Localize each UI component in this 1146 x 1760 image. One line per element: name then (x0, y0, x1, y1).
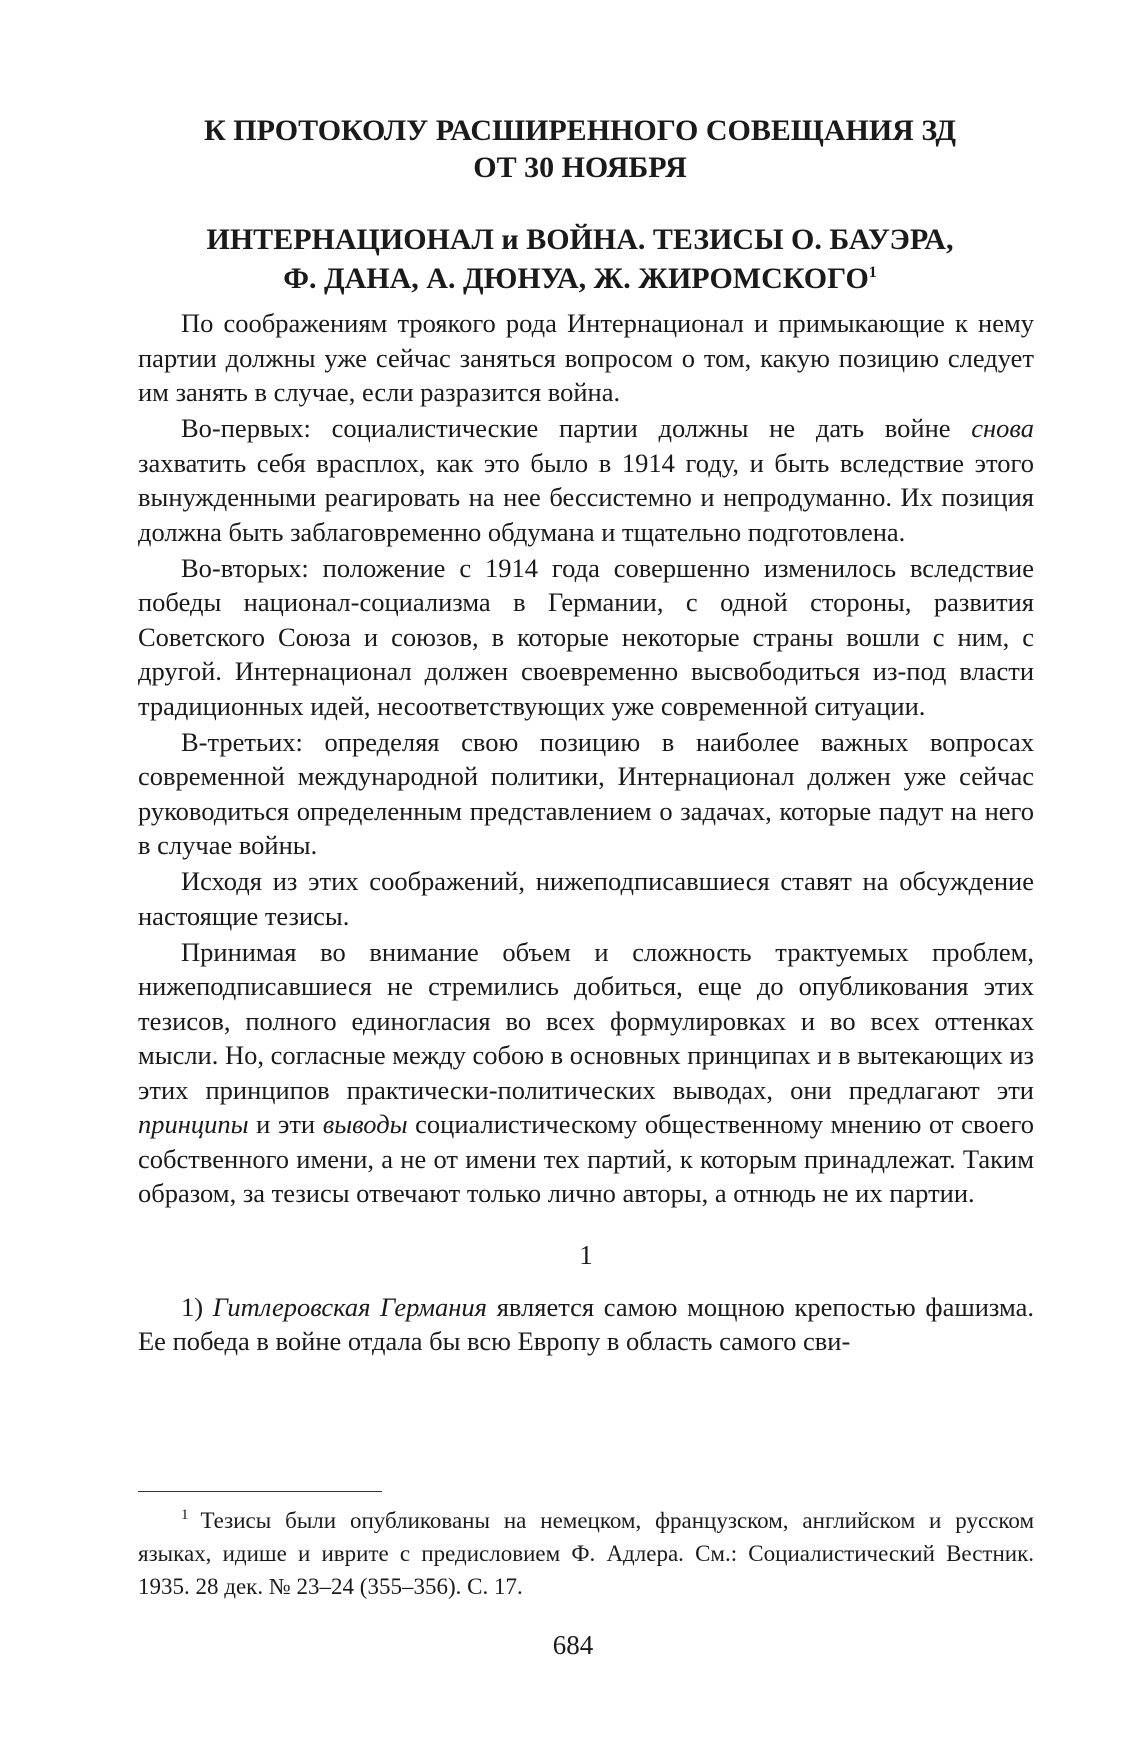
title-line-2: ОТ 30 НОЯБРЯ (473, 151, 687, 184)
footnote-divider (138, 1491, 382, 1492)
subtitle-part-b: и (501, 223, 519, 256)
paragraph-7 (138, 1290, 1034, 1359)
paragraph-7-part-b: является самою мощною крепостью фашизма. Ее победа в войне отдала бы всю Европу в область самого сви- (138, 1291, 1034, 1356)
section-number: 1 (579, 1239, 593, 1270)
document-subtitle (130, 220, 1030, 298)
paragraph-5: Исходя из этих соображений, нижеподписавшиеся ставят на обсуждение настоящие тезисы. (138, 866, 1034, 931)
paragraph-6-part-a: Принимая во внимание объем и сложность трактуемых проблем, нижеподписавшиеся не стремились добиться, еще до опубликования этих тезисов, полного единогласия во всех формулировках и во всех оттенках мысли. Но, согласные между собою в основных принципах и в вытекающих из этих принципов практически-политических выводах, они предлагают эти (138, 936, 1034, 1105)
paragraph-2-emphasis: снова (971, 413, 1034, 443)
paragraph-4: В-третьих: определяя свою позицию в наиболее важных вопросах современной международной политики, Интернационал должен уже сейчас руководиться определенным представлением о задачах, которые падут на него в случае войны. (138, 726, 1034, 860)
paragraph-2 (138, 411, 1034, 549)
title-line-1: К ПРОТОКОЛУ РАСШИРЕННОГО СОВЕЩАНИЯ ЗД (204, 114, 956, 147)
paragraph-3: Во-вторых: положение с 1914 года совершенно изменилось вследствие победы национал-социализма в Германии, с одной стороны, развития Советского Союза и союзов, в которые некоторые страны вошли с ним, с другой. Интернационал должен своевременно высвободиться из-под власти традиционных идей, несоответствующих уже современной ситуации. (138, 552, 1034, 721)
paragraph-2-part-b: захватить себя врасплох, как это было в 1914 году, и быть вследствие этого вынужденными реагировать на нее бессистемно и непродуманно. Их позиция должна быть заблаговременно обдумана и тщательно подготовлена. (138, 447, 1034, 547)
paragraph-6-part-c: социалистическому общественному мнению от своего собственного имени, а не от имени тех партий, к которым принадлежат. Таким образом, за тезисы отвечают только лично авторы, а отнюдь не их партии. (138, 1109, 1034, 1208)
paragraph-6-part-b: и эти (248, 1109, 323, 1139)
footnote-marker: 1 (181, 1507, 189, 1524)
subtitle-part-a: ИНТЕРНАЦИОНАЛ (206, 223, 502, 256)
subtitle-part-c: ВОЙНА. ТЕЗИСЫ О. БАУЭРА, (518, 223, 954, 256)
body-text (138, 306, 1034, 1360)
paragraph-6-emphasis-2: выводы (322, 1109, 408, 1139)
paragraph-6-emphasis-1: принципы (138, 1109, 249, 1139)
paragraph-7-emphasis: Гитлеровская Германия (212, 1291, 487, 1322)
footnote-text: Тезисы были опубликованы на немецком, французском, английском и русском языках, идише и иврите с предисловием Ф. Адлера. См.: Социалистический Вестник. 1935. 28 дек. № 23–24 (355–356). С. 17. (138, 1508, 1034, 1599)
subtitle-line-2: Ф. ДАНА, А. ДЮНУА, Ж. ЖИРОМСКОГО (283, 262, 869, 295)
paragraph-7-part-a: 1) (181, 1291, 213, 1322)
page-title (130, 112, 1030, 186)
paragraph-2-part-a: Во-первых: социалистические партии должны не дать войне (181, 413, 972, 443)
footnote (138, 1504, 1034, 1603)
heading-block (130, 112, 1030, 298)
page-number: 684 (552, 1630, 594, 1660)
footnote-reference: 1 (868, 264, 877, 281)
paragraph-1: По соображениям троякого рода Интернационал и примыкающие к нему партии должны уже сейчас заняться вопросом о том, какую позицию следует им занять в случае, если разразится война. (138, 308, 1034, 407)
paragraph-6 (138, 935, 1034, 1211)
